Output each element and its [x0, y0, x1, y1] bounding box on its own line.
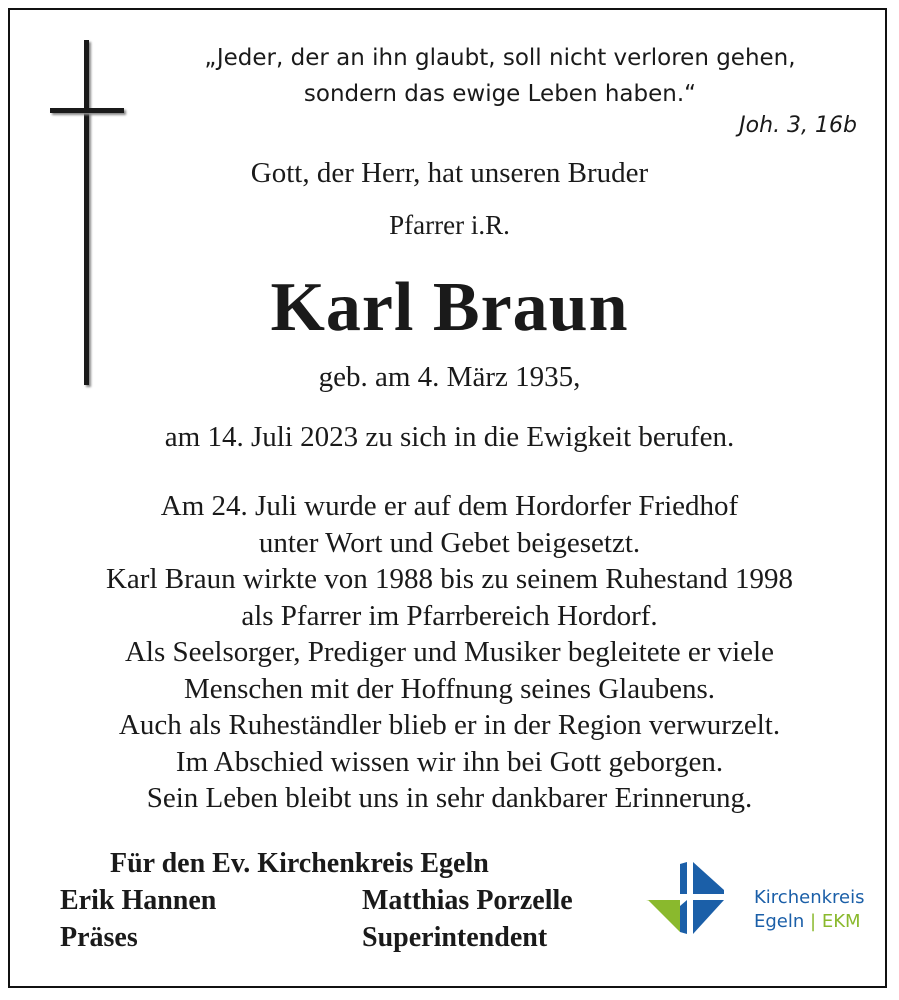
- intro-line: Gott, der Herr, hat unseren Bruder: [250, 157, 649, 189]
- bible-reference: Joh. 3, 16b: [739, 113, 857, 138]
- birth-date: geb. am 4. März 1935,: [318, 361, 581, 393]
- logo-ekm: EKM: [821, 911, 861, 932]
- signature-name-2: Matthias Porzelle: [362, 885, 573, 916]
- logo-egeln: Egeln: [754, 911, 805, 932]
- signature-role-1: Präses: [60, 922, 138, 953]
- body-line: Menschen mit der Hoffnung seines Glaubens.: [183, 672, 716, 705]
- signature-organization: Für den Ev. Kirchenkreis Egeln: [110, 848, 489, 879]
- body-line: als Pfarrer im Pfarrbereich Hordorf.: [241, 599, 658, 632]
- kirchenkreis-logo-icon: [646, 862, 726, 934]
- body-line: Sein Leben bleibt uns in sehr dankbarer Erinnerung.: [146, 782, 753, 814]
- body-line: Als Seelsorger, Prediger und Musiker begleitete er viele: [124, 636, 774, 668]
- deceased-title: Pfarrer i.R.: [389, 210, 510, 240]
- body-line: Auch als Ruheständler blieb er in der Region verwurzelt.: [118, 709, 781, 741]
- signature-name-1: Erik Hannen: [60, 885, 217, 916]
- cross-horizontal-bar: [50, 108, 124, 113]
- death-date: am 14. Juli 2023 zu sich in die Ewigkeit berufen.: [164, 421, 735, 453]
- logo-separator: |: [810, 911, 817, 932]
- logo-line-2: [754, 910, 864, 934]
- body-line: Im Abschied wissen wir ihn bei Gott geborgen.: [175, 745, 724, 778]
- bible-quote-line-1: „Jeder, der an ihn glaubt, soll nicht verloren gehen,: [204, 45, 796, 71]
- body-line: Am 24. Juli wurde er auf dem Hordorfer Friedhof: [160, 490, 739, 522]
- logo-line-1: Kirchenkreis: [754, 887, 865, 908]
- notice-body: [0, 488, 899, 817]
- body-line: unter Wort und Gebet beigesetzt.: [258, 526, 641, 559]
- kirchenkreis-logo-text: [754, 886, 864, 934]
- deceased-name: Karl Braun: [270, 269, 629, 346]
- signature-role-2: Superintendent: [362, 922, 548, 953]
- bible-quote-line-2: sondern das ewige Leben haben.“: [303, 81, 697, 107]
- body-line: Karl Braun wirkte von 1988 bis zu seinem Ruhestand 1998: [105, 563, 794, 595]
